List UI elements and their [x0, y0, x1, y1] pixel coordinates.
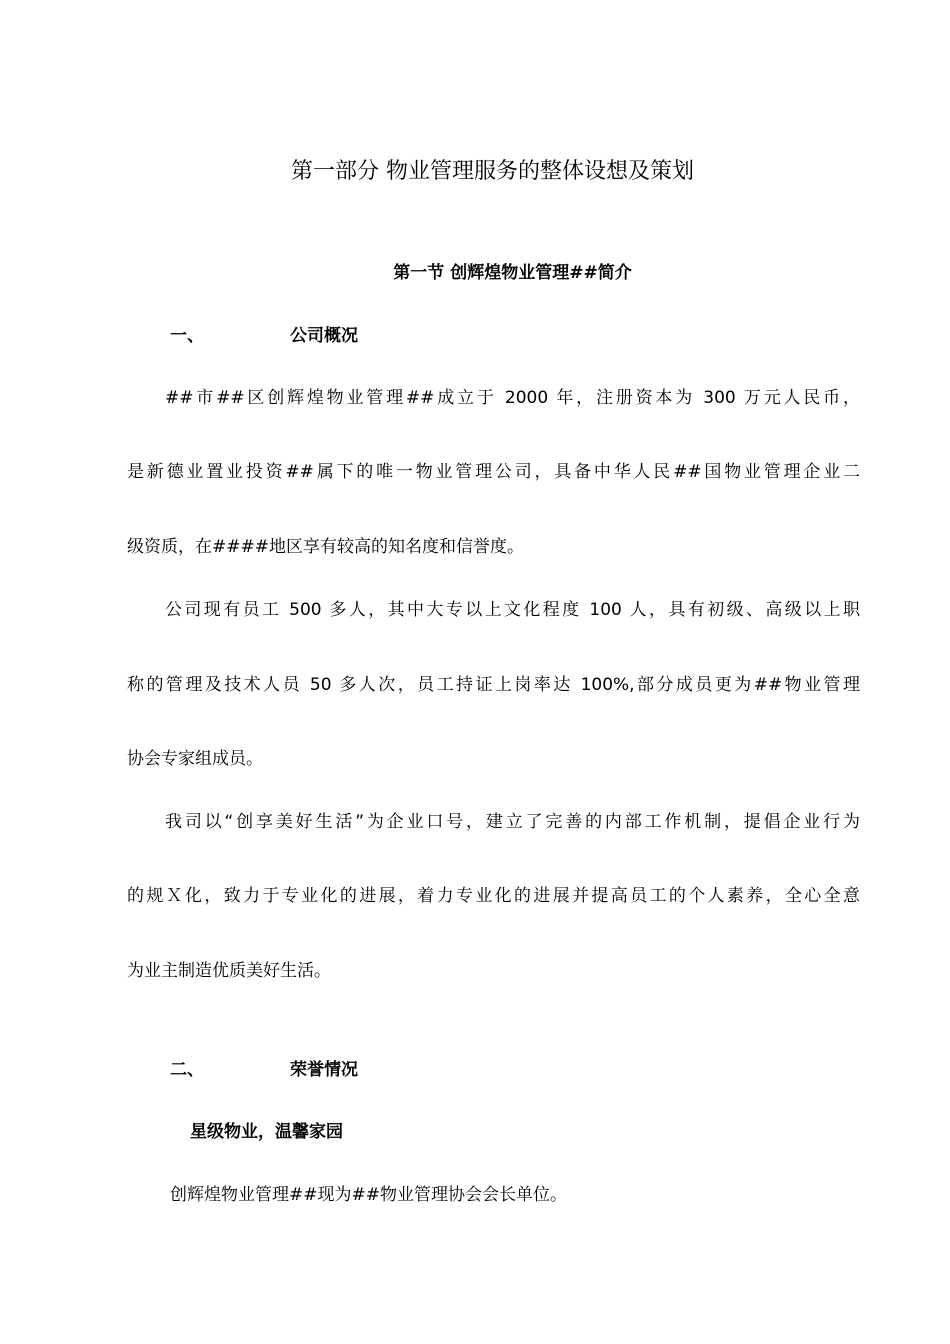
- paragraph1-line2: 是新德业置业投资##属下的唯一物业管理公司，具备中华人民##国物业管理企业二: [127, 462, 860, 482]
- paragraph1-line3: 级资质，在####地区享有较高的知名度和信誉度。: [127, 537, 524, 557]
- paragraph2-line1: 公司现有员工 500 多人，其中大专以上文化程度 100 人，具有初级、高级以上职: [165, 600, 860, 620]
- document-title: 第一部分 物业管理服务的整体设想及策划: [291, 159, 694, 184]
- heading-number-2: 二、: [170, 1060, 204, 1080]
- paragraph2-line2: 称的管理及技术人员 50 多人次，员工持证上岗率达 100%,部分成员更为##物业管理: [127, 675, 860, 695]
- paragraph3-line1: 我司以“创享美好生活”为企业口号，建立了完善的内部工作机制，提倡企业行为: [165, 812, 860, 832]
- section-title: 第一节 创辉煌物业管理##简介: [393, 263, 632, 283]
- paragraph2-line3: 协会专家组成员。: [127, 749, 263, 769]
- paragraph3-line3: 为业主制造优质美好生活。: [127, 961, 331, 981]
- subheading-star-property: 星级物业，温馨家园: [190, 1122, 343, 1142]
- heading-label-honors: 荣誉情况: [290, 1060, 358, 1080]
- paragraph4: 创辉煌物业管理##现为##物业管理协会会长单位。: [170, 1185, 567, 1205]
- heading-label-company-overview: 公司概况: [290, 326, 358, 346]
- paragraph3-line2: 的规Ｘ化，致力于专业化的进展，着力专业化的进展并提高员工的个人素养，全心全意: [127, 886, 860, 906]
- paragraph1-line1: ##市##区创辉煌物业管理##成立于 2000 年，注册资本为 300 万元人民币，: [165, 388, 860, 408]
- heading-number-1: 一、: [170, 326, 204, 346]
